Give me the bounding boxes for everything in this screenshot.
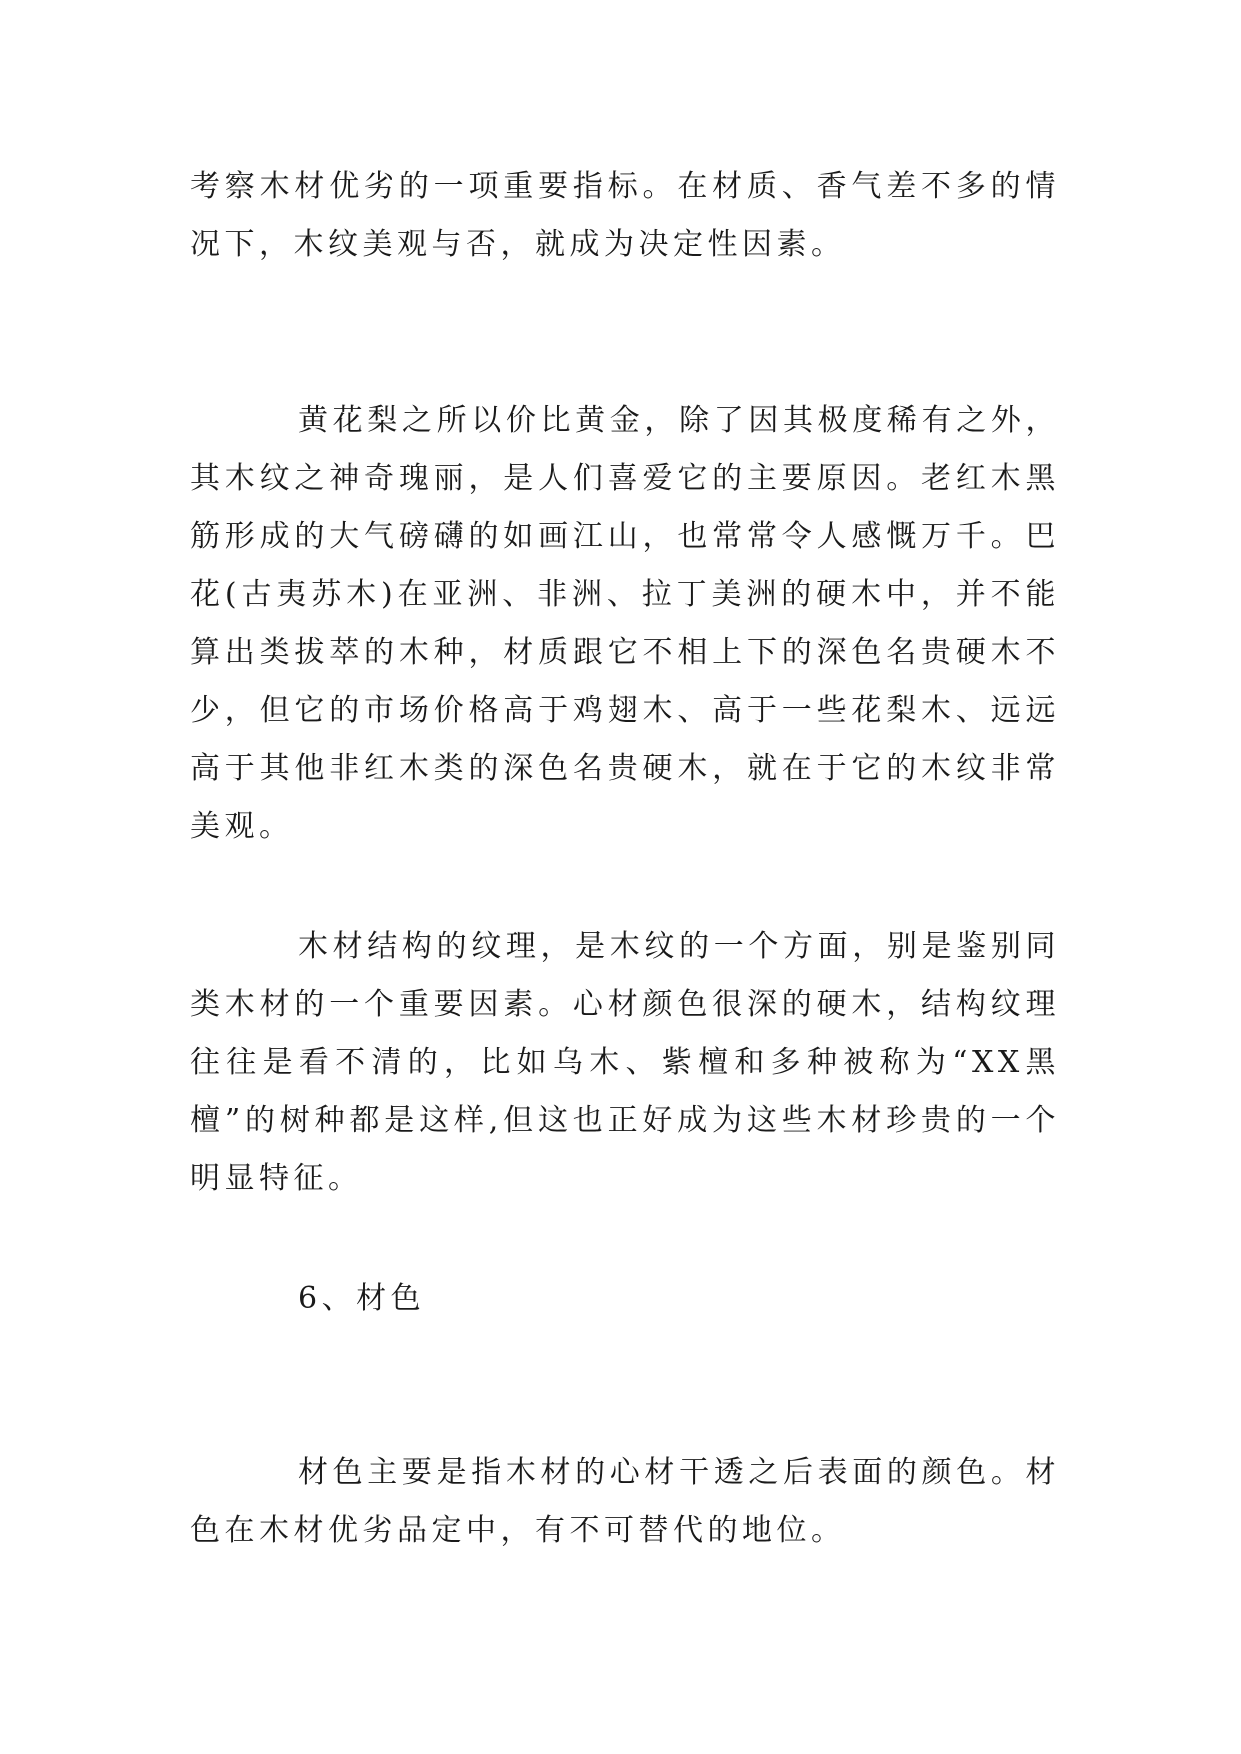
paragraph-huanghuali: 黄花梨之所以价比黄金，除了因其极度稀有之外，其木纹之神奇瑰丽，是人们喜爱它的主要原因。老红木黑筋形成的大气磅礴的如画江山，也常常令人感慨万千。巴花(古夷苏木)在亚洲、非洲、拉丁美洲的硬木中，并不能算出类拔萃的木种，材质跟它不相上下的深色名贵硬木不少，但它的市场价格高于鸡翅木、高于一些花梨木、远远高于其他非红木类的深色名贵硬木，就在于它的木纹非常美观。	[190, 403, 1060, 844]
paragraph-wood-texture: 木材结构的纹理，是木纹的一个方面，别是鉴别同类木材的一个重要因素。心材颜色很深的硬木，结构纹理往往是看不清的，比如乌木、紫檀和多种被称为“XX黑檀”的树种都是这样,但这也正好成为这些木材珍贵的一个明显特征。	[190, 929, 1060, 1196]
paragraph-continuation: 考察木材优劣的一项重要指标。在材质、香气差不多的情况下，木纹美观与否，就成为决定性因素。	[190, 169, 1060, 262]
paragraph-wood-color: 材色主要是指木材的心材干透之后表面的颜色。材色在木材优劣品定中，有不可替代的地位。	[190, 1455, 1060, 1548]
section-heading-wood-color: 6、材色	[298, 1281, 426, 1316]
